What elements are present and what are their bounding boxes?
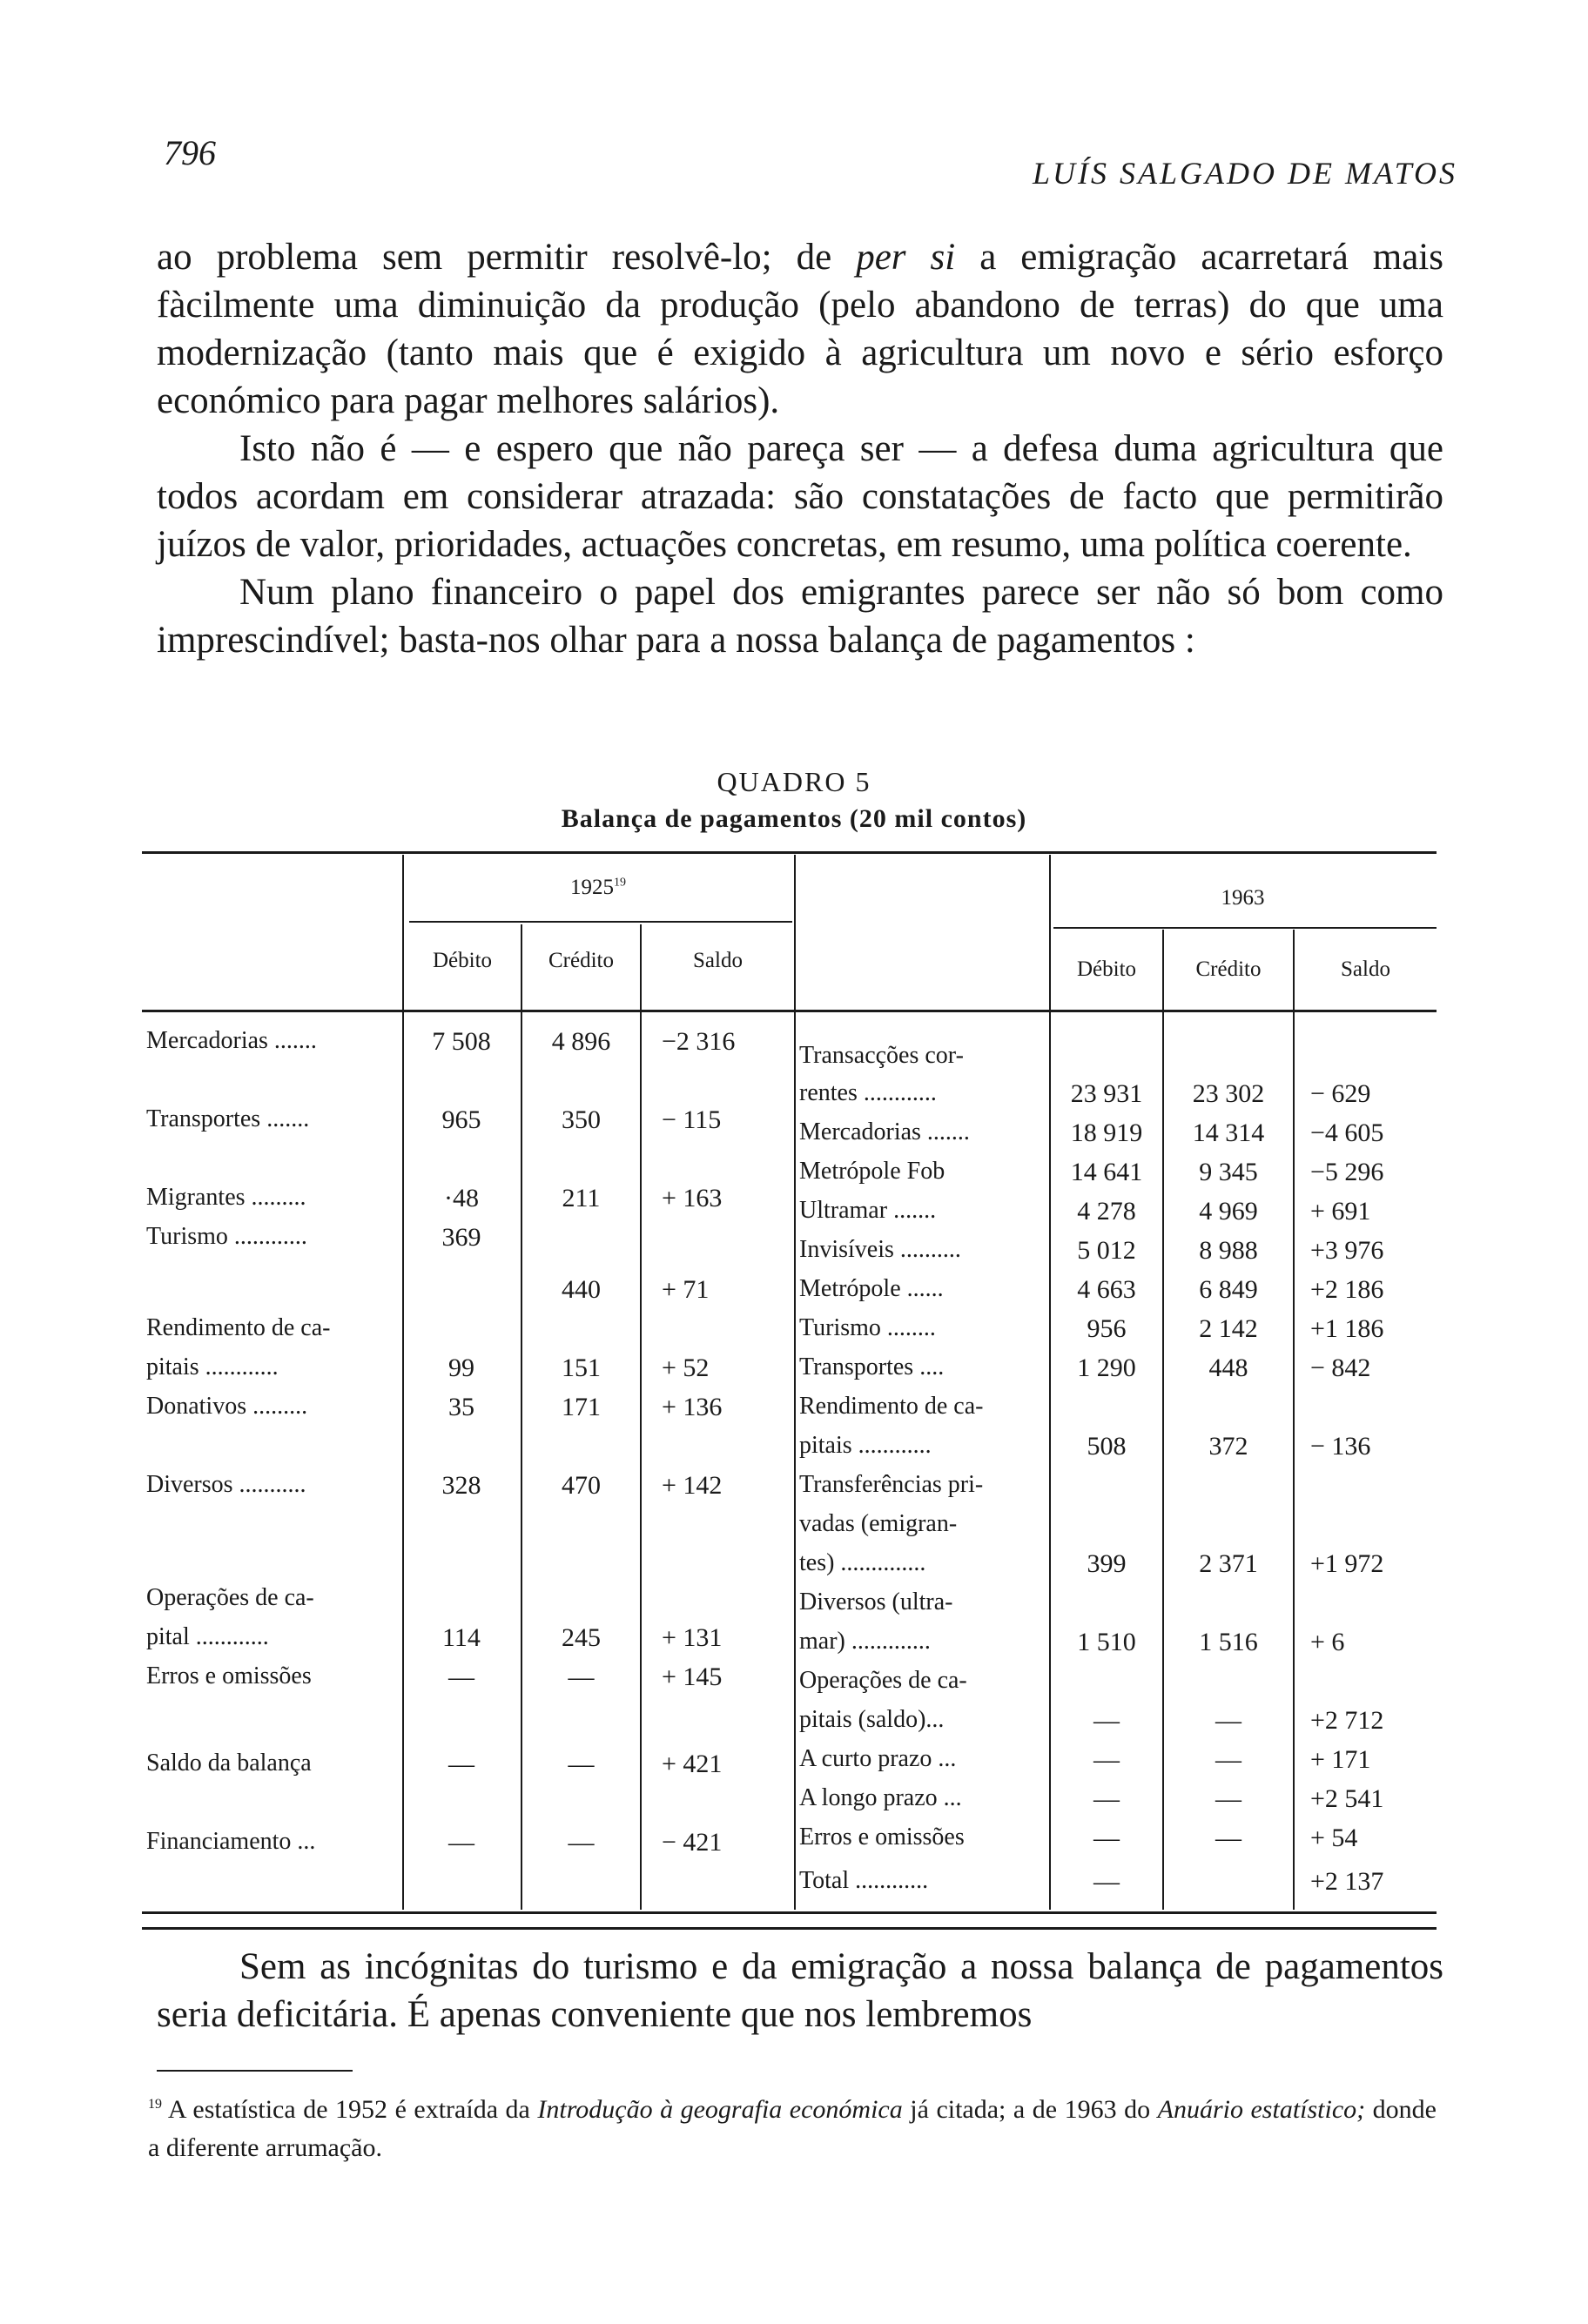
header-1925-text: 1925 bbox=[570, 876, 614, 899]
cell-saldo-1963: + 6 bbox=[1310, 1628, 1345, 1656]
cell-saldo-1925: − 421 bbox=[662, 1828, 723, 1857]
cell-debito-1925: 369 bbox=[441, 1223, 481, 1252]
cell-debito-1963: — bbox=[1093, 1745, 1120, 1774]
table-title: Balança de pagamentos (20 mil contos) bbox=[561, 804, 1027, 833]
cell-credito-1925: 245 bbox=[562, 1623, 601, 1652]
cell-debito-1963: — bbox=[1093, 1867, 1120, 1896]
cell-debito-1963: 23 931 bbox=[1070, 1079, 1143, 1108]
cell-credito-1925: — bbox=[568, 1828, 595, 1857]
cell-saldo-1925: + 71 bbox=[662, 1275, 710, 1304]
row-label-1963: Transportes .... bbox=[799, 1353, 945, 1380]
cell-debito-1963: 956 bbox=[1087, 1314, 1127, 1343]
cell-credito-1963: 1 516 bbox=[1199, 1628, 1258, 1656]
row-label-1963: Erros e omissões bbox=[799, 1824, 965, 1850]
footnote-italic-2: Anuário estatístico; bbox=[1157, 2095, 1366, 2124]
cell-debito-1963: 508 bbox=[1087, 1432, 1127, 1461]
row-label-1963: Transacções cor- bbox=[799, 1042, 964, 1069]
header-saldo-1925: Saldo bbox=[693, 949, 743, 972]
cell-saldo-1925: + 421 bbox=[662, 1750, 723, 1778]
footnote-text-a: A estatística de 1952 é extraída da bbox=[167, 2095, 538, 2124]
cell-credito-1963: 9 345 bbox=[1199, 1158, 1258, 1186]
footnote-rule bbox=[157, 2070, 353, 2072]
cell-debito-1925: 328 bbox=[441, 1471, 481, 1500]
row-label-1963: pitais ............ bbox=[799, 1432, 932, 1459]
cell-saldo-1963: + 691 bbox=[1310, 1197, 1371, 1226]
row-label-1963: mar) ............. bbox=[799, 1628, 931, 1655]
row-label-1925: pital ............ bbox=[146, 1623, 269, 1650]
paragraph-1 bbox=[157, 233, 1443, 425]
cell-saldo-1963: +1 186 bbox=[1310, 1314, 1384, 1343]
row-label-1963: Turismo ........ bbox=[799, 1314, 936, 1341]
footnote-text-b: já citada; a de 1963 do bbox=[902, 2095, 1158, 2124]
cell-debito-1963: — bbox=[1093, 1824, 1120, 1852]
cell-debito-1925: 35 bbox=[448, 1393, 474, 1421]
col-divider bbox=[402, 855, 404, 1910]
cell-debito-1963: 1 510 bbox=[1077, 1628, 1136, 1656]
row-label-1925: Transportes ....... bbox=[146, 1105, 310, 1132]
row-label-1925: Erros e omissões bbox=[146, 1662, 312, 1689]
cell-credito-1963: 6 849 bbox=[1199, 1275, 1258, 1304]
footnote-marker: 19 bbox=[148, 2097, 162, 2112]
row-label-1925: Migrantes ......... bbox=[146, 1184, 306, 1211]
cell-credito-1963: 372 bbox=[1208, 1432, 1248, 1461]
cell-credito-1963: — bbox=[1215, 1784, 1241, 1813]
running-head: LUÍS SALGADO DE MATOS bbox=[1032, 156, 1457, 191]
cell-credito-1963: 23 302 bbox=[1192, 1079, 1265, 1108]
cell-credito-1963: 8 988 bbox=[1199, 1236, 1258, 1265]
body-text-after bbox=[157, 1943, 1443, 2039]
cell-debito-1963: 399 bbox=[1087, 1549, 1127, 1578]
row-label-1925: Operações de ca- bbox=[146, 1584, 314, 1611]
row-label-1925: Financiamento ... bbox=[146, 1828, 316, 1855]
header-1925-footnote-ref: 19 bbox=[614, 876, 626, 890]
cell-debito-1925: 114 bbox=[442, 1623, 481, 1652]
cell-debito-1963: 5 012 bbox=[1077, 1236, 1136, 1265]
cell-credito-1925: 440 bbox=[562, 1275, 601, 1304]
row-label-1925: Diversos ........... bbox=[146, 1471, 306, 1498]
table-header-rule bbox=[142, 1010, 1437, 1012]
row-label-1925: Mercadorias ....... bbox=[146, 1027, 317, 1054]
cell-credito-1963: 4 969 bbox=[1199, 1197, 1258, 1226]
page-number: 796 bbox=[164, 133, 216, 172]
cell-saldo-1963: +2 137 bbox=[1310, 1867, 1384, 1896]
header-credito-1925: Crédito bbox=[548, 949, 614, 972]
row-label-1963: Total ............ bbox=[799, 1867, 929, 1894]
row-label-1925: Donativos ......... bbox=[146, 1393, 308, 1420]
paragraph-4: Sem as incógnitas do turismo e da emigração a nossa balança de pagamentos seria deficitária. É apenas conveniente que nos lembremos bbox=[157, 1946, 1443, 2036]
cell-debito-1963: 18 919 bbox=[1070, 1118, 1143, 1147]
cell-debito-1925: 965 bbox=[441, 1105, 481, 1134]
cell-saldo-1963: +2 186 bbox=[1310, 1275, 1384, 1304]
row-label-1963: A curto prazo ... bbox=[799, 1745, 957, 1772]
cell-debito-1925: 99 bbox=[448, 1353, 474, 1382]
row-label-1963: rentes ............ bbox=[799, 1079, 937, 1106]
header-debito-1963: Débito bbox=[1076, 957, 1137, 981]
cell-credito-1963: 2 142 bbox=[1199, 1314, 1258, 1343]
row-label-1963: Metrópole Fob bbox=[799, 1158, 945, 1185]
col-divider bbox=[640, 924, 642, 1910]
p1-italic: per si bbox=[856, 237, 956, 278]
row-label-1963: Rendimento de ca- bbox=[799, 1393, 984, 1420]
row-label-1963: Mercadorias ....... bbox=[799, 1118, 970, 1145]
cell-saldo-1925: + 52 bbox=[662, 1353, 710, 1382]
header-1925 bbox=[402, 876, 794, 900]
cell-credito-1925: 171 bbox=[562, 1393, 601, 1421]
table-bottom-rule-2 bbox=[142, 1927, 1437, 1930]
cell-credito-1963: — bbox=[1215, 1824, 1241, 1852]
cell-debito-1963: — bbox=[1093, 1706, 1120, 1735]
cell-credito-1925: 470 bbox=[562, 1471, 601, 1500]
cell-debito-1925: ·48 bbox=[444, 1184, 479, 1212]
row-label-1963: A longo prazo ... bbox=[799, 1784, 962, 1811]
header-subrule-1963 bbox=[1053, 927, 1437, 929]
cell-saldo-1963: +2 712 bbox=[1310, 1706, 1384, 1735]
cell-credito-1925: — bbox=[568, 1750, 595, 1778]
row-label-1963: Operações de ca- bbox=[799, 1667, 967, 1694]
header-subrule-1925 bbox=[409, 921, 792, 923]
col-divider bbox=[794, 855, 796, 1910]
table-label: QUADRO 5 bbox=[717, 766, 871, 797]
cell-credito-1925: 151 bbox=[562, 1353, 601, 1382]
cell-debito-1963: 4 278 bbox=[1077, 1197, 1136, 1226]
cell-saldo-1963: −4 605 bbox=[1310, 1118, 1384, 1147]
row-label-1963: Transferências pri- bbox=[799, 1471, 984, 1498]
header-credito-1963: Crédito bbox=[1195, 957, 1262, 981]
cell-saldo-1963: + 54 bbox=[1310, 1824, 1358, 1852]
cell-debito-1963: 1 290 bbox=[1077, 1353, 1136, 1382]
row-label-1963: Diversos (ultra- bbox=[799, 1589, 953, 1615]
cell-credito-1963: 2 371 bbox=[1199, 1549, 1258, 1578]
row-label-1925: pitais ............ bbox=[146, 1353, 279, 1380]
cell-saldo-1925: + 142 bbox=[662, 1471, 723, 1500]
cell-saldo-1963: +2 541 bbox=[1310, 1784, 1384, 1813]
row-label-1963: Metrópole ...... bbox=[799, 1275, 944, 1302]
cell-credito-1925: — bbox=[568, 1662, 595, 1691]
footnote-text-c: donde a diferente arrumação. bbox=[148, 2095, 1437, 2162]
cell-saldo-1925: − 115 bbox=[662, 1105, 722, 1134]
cell-saldo-1963: −5 296 bbox=[1310, 1158, 1384, 1186]
footnote-italic-1: Introdução à geografia económica bbox=[537, 2095, 903, 2124]
cell-credito-1925: 211 bbox=[562, 1184, 601, 1212]
cell-credito-1963: 448 bbox=[1208, 1353, 1248, 1382]
cell-credito-1963: 14 314 bbox=[1192, 1118, 1265, 1147]
row-label-1925: Saldo da balança bbox=[146, 1750, 312, 1777]
cell-saldo-1963: + 171 bbox=[1310, 1745, 1371, 1774]
cell-debito-1925: — bbox=[448, 1662, 474, 1691]
row-label-1963: Invisíveis .......... bbox=[799, 1236, 961, 1263]
cell-debito-1925: — bbox=[448, 1828, 474, 1857]
row-label-1963: Ultramar ....... bbox=[799, 1197, 937, 1224]
cell-credito-1925: 350 bbox=[562, 1105, 601, 1134]
row-label-1963: pitais (saldo)... bbox=[799, 1706, 945, 1733]
cell-debito-1963: — bbox=[1093, 1784, 1120, 1813]
table-top-rule bbox=[142, 851, 1437, 854]
row-label-1963: tes) .............. bbox=[799, 1549, 926, 1576]
cell-saldo-1925: + 163 bbox=[662, 1184, 723, 1212]
row-label-1925: Turismo ............ bbox=[146, 1223, 307, 1250]
header-saldo-1963: Saldo bbox=[1341, 957, 1390, 981]
cell-saldo-1925: −2 316 bbox=[662, 1027, 736, 1056]
cell-saldo-1963: +1 972 bbox=[1310, 1549, 1384, 1578]
p1-text-b: a emigração acarretará mais fàcilmente uma diminuição da produção (pelo abandono de terras) do que uma modernização (tanto mais que é exigido à agricultura um novo e sério esforço económico para pagar melhores salários). bbox=[157, 237, 1443, 422]
cell-debito-1963: 4 663 bbox=[1077, 1275, 1136, 1304]
cell-saldo-1963: − 842 bbox=[1310, 1353, 1371, 1382]
cell-saldo-1925: + 145 bbox=[662, 1662, 723, 1691]
row-label-1963: vadas (emigran- bbox=[799, 1510, 958, 1537]
cell-saldo-1963: − 136 bbox=[1310, 1432, 1371, 1461]
cell-debito-1925: — bbox=[448, 1750, 474, 1778]
p1-text-a: ao problema sem permitir resolvê-lo; de bbox=[157, 237, 857, 278]
cell-credito-1963: — bbox=[1215, 1745, 1241, 1774]
paragraph-3: Num plano financeiro o papel dos emigrantes parece ser não só bom como imprescindível; basta-nos olhar para a nossa balança de pagamentos : bbox=[157, 572, 1443, 662]
cell-debito-1925: 7 508 bbox=[432, 1027, 491, 1056]
table-bottom-rule bbox=[142, 1911, 1437, 1914]
header-debito-1925: Débito bbox=[432, 949, 493, 972]
cell-credito-1925: 4 896 bbox=[551, 1027, 611, 1056]
row-label-1925: Rendimento de ca- bbox=[146, 1314, 331, 1341]
body-text bbox=[157, 233, 1443, 664]
cell-credito-1963: — bbox=[1215, 1706, 1241, 1735]
cell-saldo-1963: +3 976 bbox=[1310, 1236, 1384, 1265]
cell-saldo-1963: − 629 bbox=[1310, 1079, 1371, 1108]
cell-debito-1963: 14 641 bbox=[1070, 1158, 1143, 1186]
footnote bbox=[148, 2091, 1437, 2166]
col-divider bbox=[1293, 930, 1295, 1910]
cell-saldo-1925: + 136 bbox=[662, 1393, 723, 1421]
paragraph-2: Isto não é — e espero que não pareça ser — a defesa duma agricultura que todos acordam em considerar atrazada: são constatações de facto que permitirão juízos de valor, prioridades, actuações concretas, em resumo, uma política coerente. bbox=[157, 428, 1443, 566]
cell-saldo-1925: + 131 bbox=[662, 1623, 723, 1652]
header-1963: 1963 bbox=[1221, 886, 1265, 910]
